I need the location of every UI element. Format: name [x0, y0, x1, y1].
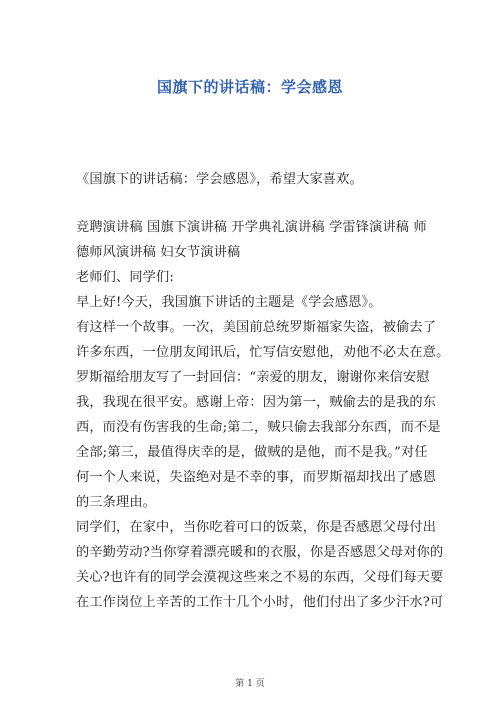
- body-line: 老师们、同学们:: [76, 270, 174, 285]
- body-line: 西，而没有伤害我的生命;第二，贼只偷去我部分东西，而不是: [76, 420, 441, 435]
- body-line: 我，我现在很平安。感谢上帝：因为第一，贼偷去的是我的东: [76, 395, 437, 410]
- body-line: 许多东西，一位朋友闻讯后，忙写信安慰他，劝他不必太在意。: [76, 345, 450, 360]
- body-line: 在工作岗位上辛苦的工作十几个小时，他们付出了多少汗水?可: [76, 595, 444, 610]
- body-line: 全部;第三，最值得庆幸的是，做贼的是他，而不是我。”对任: [76, 445, 428, 460]
- body-line: 关心?也许有的同学会漠视这些来之不易的东西，父母们每天要: [76, 570, 444, 585]
- body-line: 的三条理由。: [76, 495, 157, 510]
- body-line: 有这样一个故事。一次，美国前总统罗斯福家失盗，被偷去了: [76, 320, 437, 335]
- body-line: 何一个人来说，失盗绝对是不幸的事，而罗斯福却找出了感恩: [76, 470, 437, 485]
- document-title: 国旗下的讲话稿：学会感恩: [156, 78, 343, 96]
- body-line: 罗斯福给朋友写了一封回信：“亲爱的朋友，谢谢你来信安慰: [76, 370, 430, 385]
- tags-line-2: 德师风演讲稿 妇女节演讲稿: [76, 245, 241, 260]
- body-line: 同学们，在家中，当你吃着可口的饭菜，你是否感恩父母付出: [76, 520, 437, 535]
- page-number: 第 1 页: [235, 679, 265, 689]
- body-line: 的辛勤劳动?当你穿着漂亮暖和的衣服，你是否感恩父母对你的: [76, 545, 444, 560]
- body-line: 早上好!今天，我国旗下讲话的主题是《学会感恩》。: [76, 295, 382, 310]
- tags-line-1: 竞聘演讲稿 国旗下演讲稿 开学典礼演讲稿 学雷锋演讲稿 师: [76, 220, 427, 235]
- intro-line: 《国旗下的讲话稿：学会感恩》，希望大家喜欢。: [76, 172, 363, 187]
